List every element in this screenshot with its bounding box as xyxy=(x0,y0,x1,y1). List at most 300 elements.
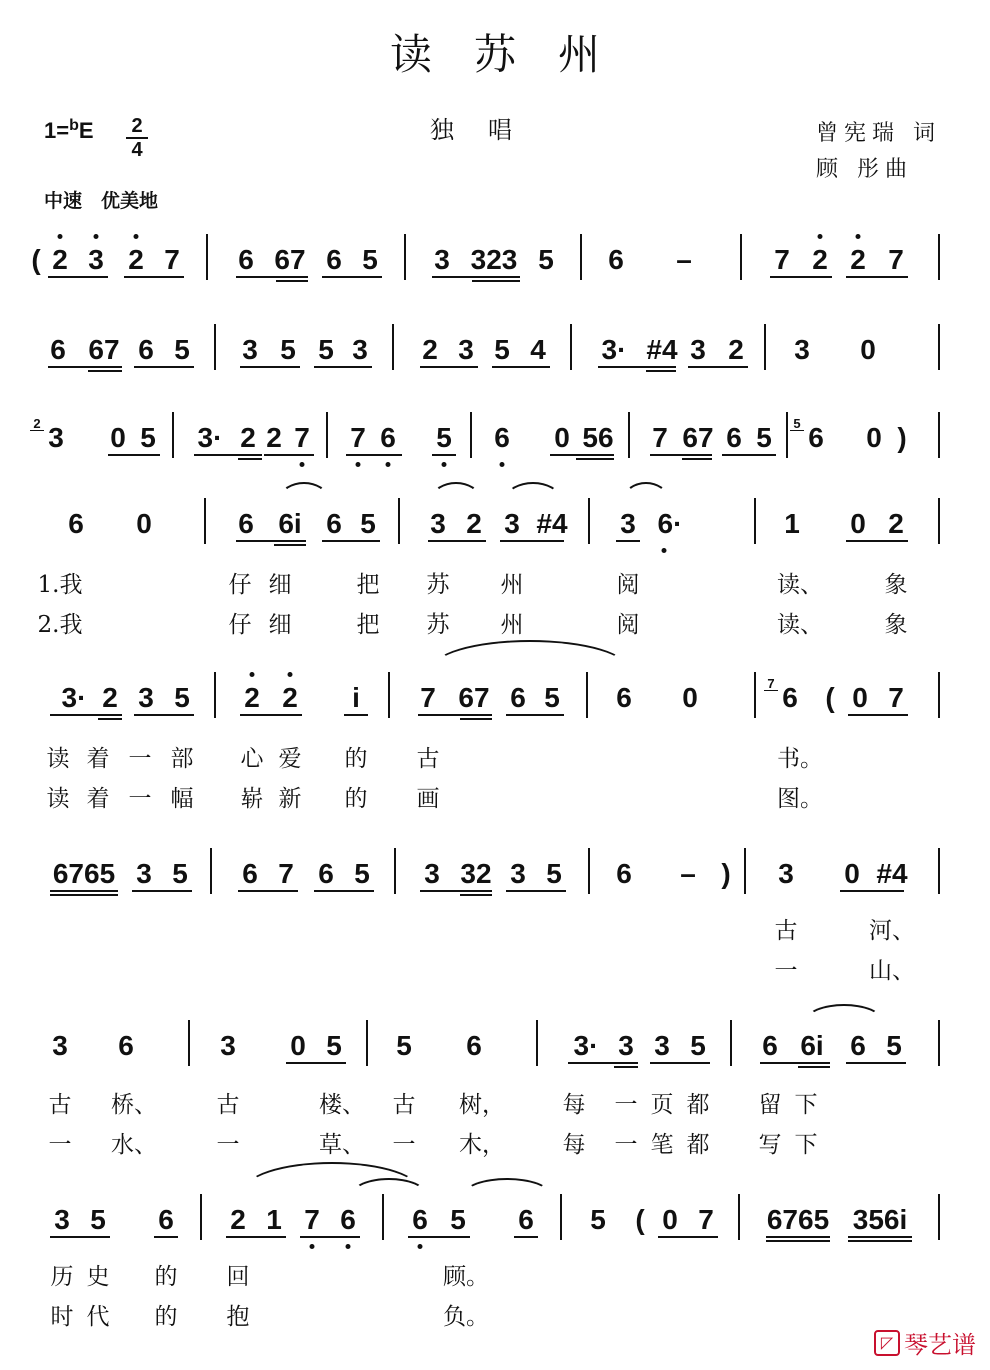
lyric-syllable: 画 xyxy=(416,786,440,812)
beam xyxy=(238,890,298,892)
slur xyxy=(506,482,560,498)
note: 3 xyxy=(504,508,520,539)
paren-open: ( xyxy=(31,244,41,275)
flat-sign: b xyxy=(69,117,79,134)
rest: 0 xyxy=(136,508,152,539)
note: 5 xyxy=(362,244,378,275)
beam xyxy=(240,366,300,368)
note: 6 xyxy=(494,422,510,453)
barline xyxy=(738,1194,740,1240)
lyric-syllable: 写 xyxy=(758,1132,782,1158)
lyric-syllable: 顾。 xyxy=(443,1264,489,1290)
beam xyxy=(846,276,908,278)
lyric-syllable: 读 xyxy=(46,786,70,812)
lyrics-verse-1 xyxy=(0,912,990,946)
note: 32 xyxy=(460,858,492,889)
note: 2 xyxy=(128,244,144,275)
lyric-syllable: 一 xyxy=(128,786,152,812)
note: 5 xyxy=(756,422,772,453)
lyric-syllable: 下 xyxy=(794,1132,818,1158)
note: 6 xyxy=(762,1030,778,1061)
performance-mode: 独唱 xyxy=(430,116,546,144)
note: 7 xyxy=(888,682,904,713)
rest: 0 xyxy=(682,682,698,713)
note: 7 xyxy=(164,244,180,275)
slur xyxy=(624,482,668,498)
note: 7 xyxy=(888,244,904,275)
note-group: 6765 xyxy=(766,1204,830,1235)
note: 6 xyxy=(726,422,742,453)
barline xyxy=(754,672,756,718)
note: 5 xyxy=(360,508,376,539)
beam xyxy=(48,276,108,278)
note: 6 xyxy=(340,1204,356,1235)
note: 7 xyxy=(774,244,790,275)
note: 3 xyxy=(88,244,104,275)
barline xyxy=(938,672,940,718)
barline xyxy=(206,234,208,280)
lyric-syllable: 抱 xyxy=(226,1304,250,1330)
barline xyxy=(204,498,206,544)
paren-close: ) xyxy=(897,422,907,453)
note: 5 xyxy=(318,334,334,365)
note: 6 xyxy=(808,422,824,453)
lyric-syllable: 仔 xyxy=(228,612,252,638)
beam xyxy=(132,890,192,892)
lyric-syllable: 1.我 xyxy=(37,572,83,598)
time-signature-top: 2 xyxy=(131,115,143,137)
barline xyxy=(938,1194,940,1240)
barline xyxy=(382,1194,384,1240)
beam xyxy=(194,454,262,456)
lyric-syllable: 木， xyxy=(459,1132,505,1158)
beam xyxy=(274,544,306,546)
low-octave-dot xyxy=(386,462,391,467)
rest: 0 xyxy=(844,858,860,889)
lyric-syllable: 细 xyxy=(268,572,292,598)
note: i xyxy=(352,682,360,713)
note: 3 xyxy=(220,1030,236,1061)
barline xyxy=(398,498,400,544)
paren-open: ( xyxy=(635,1204,645,1235)
note: 5 xyxy=(326,1030,342,1061)
beam xyxy=(460,718,492,720)
lyric-syllable: 着 xyxy=(86,786,110,812)
note: 2 xyxy=(266,422,282,453)
beam xyxy=(108,454,160,456)
lyric-syllable: 书。 xyxy=(777,746,823,772)
note: 5 xyxy=(538,244,554,275)
low-octave-dot xyxy=(346,1244,351,1249)
note: 7 xyxy=(278,858,294,889)
beam xyxy=(98,718,122,720)
lyric-syllable: 代 xyxy=(86,1304,110,1330)
barline xyxy=(560,1194,562,1240)
note: 67 xyxy=(682,422,714,453)
song-title: 读苏州 xyxy=(389,30,642,79)
note: 2 xyxy=(422,334,438,365)
lyric-syllable: 树， xyxy=(459,1092,505,1118)
score-row-4 xyxy=(0,496,990,556)
paren-open: ( xyxy=(825,682,835,713)
lyric-syllable: 把 xyxy=(356,612,380,638)
barline xyxy=(588,498,590,544)
barline xyxy=(586,672,588,718)
note: 5 xyxy=(174,334,190,365)
barline xyxy=(938,412,940,458)
lyric-syllable: 历 xyxy=(50,1264,74,1290)
logo-text: 琴艺谱 xyxy=(904,1331,976,1359)
tempo-marking: 中速 优美地 xyxy=(44,190,159,212)
note: 67 xyxy=(458,682,490,713)
grace-note: 7 xyxy=(764,678,778,691)
note: 3 xyxy=(136,858,152,889)
rest: 0 xyxy=(860,334,876,365)
lyric-syllable: 笔 xyxy=(650,1132,674,1158)
lyric-syllable: 桥、 xyxy=(111,1092,157,1118)
note: 6i xyxy=(278,508,302,539)
slur xyxy=(806,1004,882,1020)
beam xyxy=(616,540,640,542)
note: 2 xyxy=(244,682,260,713)
note: 3 xyxy=(48,422,64,453)
beam xyxy=(848,1236,912,1238)
lyric-syllable: 读、 xyxy=(777,612,823,638)
note: 3 xyxy=(654,1030,670,1061)
beam xyxy=(682,458,712,460)
note: 7 xyxy=(350,422,366,453)
barline xyxy=(570,324,572,370)
dash: – xyxy=(676,244,692,275)
lyric-syllable: 的 xyxy=(344,746,368,772)
beam xyxy=(760,1062,830,1064)
slur xyxy=(464,1178,550,1194)
note: 1 xyxy=(784,508,800,539)
low-octave-dot xyxy=(442,462,447,467)
lyric-syllable: 爱 xyxy=(278,746,302,772)
barline xyxy=(786,412,788,458)
dash: – xyxy=(680,858,696,889)
beam xyxy=(500,540,564,542)
beam xyxy=(614,1066,638,1068)
note: 5 xyxy=(590,1204,606,1235)
barline xyxy=(938,848,940,894)
note-sharp: #4 xyxy=(536,508,568,539)
note-dotted: 3· xyxy=(197,422,223,453)
lyric-syllable: 水、 xyxy=(111,1132,157,1158)
note: 6 xyxy=(518,1204,534,1235)
slur xyxy=(280,482,328,498)
beam xyxy=(236,540,306,542)
note: 5 xyxy=(546,858,562,889)
beam xyxy=(506,890,566,892)
note: 323 xyxy=(470,244,518,275)
rest: 0 xyxy=(290,1030,306,1061)
note-dotted: 3· xyxy=(61,682,87,713)
lyric-syllable: 仔 xyxy=(228,572,252,598)
note: 3 xyxy=(794,334,810,365)
barline xyxy=(200,1194,202,1240)
score-row-8 xyxy=(0,1192,990,1252)
note: 3 xyxy=(620,508,636,539)
note: 3 xyxy=(424,858,440,889)
beam xyxy=(346,454,402,456)
note: 2 xyxy=(850,244,866,275)
note: 4 xyxy=(530,334,546,365)
lyrics-verse-2 xyxy=(0,780,990,814)
note: 6 xyxy=(158,1204,174,1235)
note: 3 xyxy=(352,334,368,365)
note: 56 xyxy=(582,422,614,453)
lyricist-credit: 曾宪瑞 词 xyxy=(816,121,941,146)
barline xyxy=(214,672,216,718)
lyric-syllable: 着 xyxy=(86,746,110,772)
note: 7 xyxy=(420,682,436,713)
lyric-syllable: 史 xyxy=(86,1264,110,1290)
note: 67 xyxy=(274,244,306,275)
note: 3 xyxy=(510,858,526,889)
beam xyxy=(432,276,520,278)
lyric-syllable: 古 xyxy=(416,746,440,772)
note: 67 xyxy=(88,334,120,365)
note: 5 xyxy=(280,334,296,365)
note: 3 xyxy=(458,334,474,365)
beam xyxy=(420,890,492,892)
score-row-1 xyxy=(0,232,990,292)
lyric-syllable: 新 xyxy=(278,786,302,812)
lyric-syllable: 象 xyxy=(884,612,908,638)
lyric-syllable: 一 xyxy=(48,1132,72,1158)
lyric-syllable: 下 xyxy=(794,1092,818,1118)
beam xyxy=(650,1062,710,1064)
barline xyxy=(938,234,940,280)
barline xyxy=(388,672,390,718)
beam xyxy=(314,366,372,368)
note: 5 xyxy=(172,858,188,889)
score-row-7 xyxy=(0,1018,990,1078)
beam xyxy=(766,1240,830,1242)
note: 6 xyxy=(238,508,254,539)
beam xyxy=(840,890,904,892)
note: 6 xyxy=(326,508,342,539)
barline xyxy=(172,412,174,458)
note-dotted: 6· xyxy=(657,508,683,539)
beam xyxy=(286,1062,346,1064)
lyrics-verse-2 xyxy=(0,952,990,986)
barline xyxy=(394,848,396,894)
note: 5 xyxy=(494,334,510,365)
lyric-syllable: 留 xyxy=(758,1092,782,1118)
low-octave-dot xyxy=(356,462,361,467)
barline xyxy=(210,848,212,894)
barline xyxy=(188,1020,190,1066)
beam xyxy=(154,1236,178,1238)
barline xyxy=(938,498,940,544)
key-note: E xyxy=(78,118,94,143)
paren-close: ) xyxy=(721,858,731,889)
note: 6 xyxy=(242,858,258,889)
barline xyxy=(744,848,746,894)
note: 6 xyxy=(238,244,254,275)
time-signature-bottom: 4 xyxy=(131,139,143,161)
beam xyxy=(276,280,308,282)
beam xyxy=(420,366,478,368)
lyric-syllable: 山、 xyxy=(869,958,915,984)
barline xyxy=(588,848,590,894)
rest: 0 xyxy=(852,682,868,713)
beam xyxy=(798,1066,830,1068)
note: 3 xyxy=(434,244,450,275)
high-octave-dot xyxy=(58,234,63,239)
note: 2 xyxy=(240,422,256,453)
beam xyxy=(848,714,908,716)
lyric-syllable: 一 xyxy=(392,1132,416,1158)
beam xyxy=(506,714,564,716)
barline xyxy=(938,1020,940,1066)
beam xyxy=(300,1236,360,1238)
high-octave-dot xyxy=(818,234,823,239)
note: 3 xyxy=(54,1204,70,1235)
note: 5 xyxy=(354,858,370,889)
beam xyxy=(50,894,118,896)
note: 7 xyxy=(304,1204,320,1235)
lyric-syllable: 苏 xyxy=(426,612,450,638)
beam xyxy=(598,366,676,368)
beam xyxy=(688,366,748,368)
note: 2 xyxy=(466,508,482,539)
lyric-syllable: 一 xyxy=(614,1132,638,1158)
key-prefix: 1= xyxy=(44,118,70,143)
barline xyxy=(536,1020,538,1066)
note: 3 xyxy=(690,334,706,365)
high-octave-dot xyxy=(856,234,861,239)
beam xyxy=(576,458,614,460)
note-dotted: 3· xyxy=(601,334,627,365)
note: 5 xyxy=(174,682,190,713)
score-row-5 xyxy=(0,670,990,730)
lyric-syllable: 古 xyxy=(774,918,798,944)
beam xyxy=(408,1236,470,1238)
low-octave-dot xyxy=(310,1244,315,1249)
lyric-syllable: 图。 xyxy=(777,786,823,812)
lyric-syllable: 一 xyxy=(128,746,152,772)
note: 7 xyxy=(698,1204,714,1235)
barline xyxy=(764,324,766,370)
lyric-syllable: 都 xyxy=(686,1092,710,1118)
beam xyxy=(646,370,676,372)
beam xyxy=(658,1236,718,1238)
time-signature xyxy=(126,116,148,160)
rest: 0 xyxy=(850,508,866,539)
lyrics-verse-1 xyxy=(0,566,990,600)
lyric-syllable: 读、 xyxy=(777,572,823,598)
note: 6 xyxy=(616,858,632,889)
lyric-syllable: 古 xyxy=(392,1092,416,1118)
note: 6 xyxy=(318,858,334,889)
lyric-syllable: 崭 xyxy=(240,786,264,812)
note: 2 xyxy=(888,508,904,539)
beam xyxy=(428,540,486,542)
note: 2 xyxy=(728,334,744,365)
high-octave-dot xyxy=(250,672,255,677)
slur xyxy=(432,482,480,498)
barline xyxy=(628,412,630,458)
note: 6 xyxy=(412,1204,428,1235)
note: 5 xyxy=(450,1204,466,1235)
note: 3 xyxy=(778,858,794,889)
rest: 0 xyxy=(662,1204,678,1235)
note: 6i xyxy=(800,1030,824,1061)
barline xyxy=(730,1020,732,1066)
note: 2 xyxy=(230,1204,246,1235)
note: 7 xyxy=(294,422,310,453)
lyric-syllable: 幅 xyxy=(170,786,194,812)
lyric-syllable: 州 xyxy=(500,572,524,598)
high-octave-dot xyxy=(288,672,293,677)
lyric-syllable: 都 xyxy=(686,1132,710,1158)
note: 2 xyxy=(812,244,828,275)
lyric-syllable: 的 xyxy=(154,1304,178,1330)
note: 6 xyxy=(616,682,632,713)
note: 0 xyxy=(110,422,126,453)
lyric-syllable: 草、 xyxy=(319,1132,365,1158)
rest: 0 xyxy=(866,422,882,453)
slur xyxy=(430,640,630,670)
lyrics-verse-2 xyxy=(0,1126,990,1160)
score-row-3 xyxy=(0,410,990,470)
beam xyxy=(846,540,908,542)
lyric-syllable: 一 xyxy=(774,958,798,984)
lyrics-verse-1 xyxy=(0,1086,990,1120)
lyric-syllable: 回 xyxy=(226,1264,250,1290)
beam xyxy=(650,454,712,456)
barline xyxy=(404,234,406,280)
note: 6 xyxy=(782,682,798,713)
beam xyxy=(48,366,122,368)
beam xyxy=(264,454,314,456)
score-row-6 xyxy=(0,846,990,906)
note: 6 xyxy=(326,244,342,275)
low-octave-dot xyxy=(300,462,305,467)
beam xyxy=(722,454,776,456)
beam xyxy=(514,1236,538,1238)
note: 3 xyxy=(52,1030,68,1061)
lyric-syllable: 页 xyxy=(650,1092,674,1118)
lyric-syllable: 象 xyxy=(884,572,908,598)
lyric-syllable: 州 xyxy=(500,612,524,638)
lyric-syllable: 楼、 xyxy=(319,1092,365,1118)
note-sharp: #4 xyxy=(876,858,908,889)
beam xyxy=(492,366,550,368)
note-group: 356i xyxy=(852,1204,908,1235)
barline xyxy=(214,324,216,370)
beam xyxy=(134,714,194,716)
note: 7 xyxy=(652,422,668,453)
barline xyxy=(740,234,742,280)
note: 2 xyxy=(102,682,118,713)
key-signature xyxy=(44,118,94,144)
lyric-syllable: 一 xyxy=(614,1092,638,1118)
note: 6 xyxy=(118,1030,134,1061)
low-octave-dot xyxy=(418,1244,423,1249)
high-octave-dot xyxy=(134,234,139,239)
score-row-2 xyxy=(0,322,990,382)
note: 5 xyxy=(140,422,156,453)
lyric-syllable: 时 xyxy=(50,1304,74,1330)
lyric-syllable: 心 xyxy=(240,746,264,772)
beam xyxy=(124,276,184,278)
high-octave-dot xyxy=(94,234,99,239)
